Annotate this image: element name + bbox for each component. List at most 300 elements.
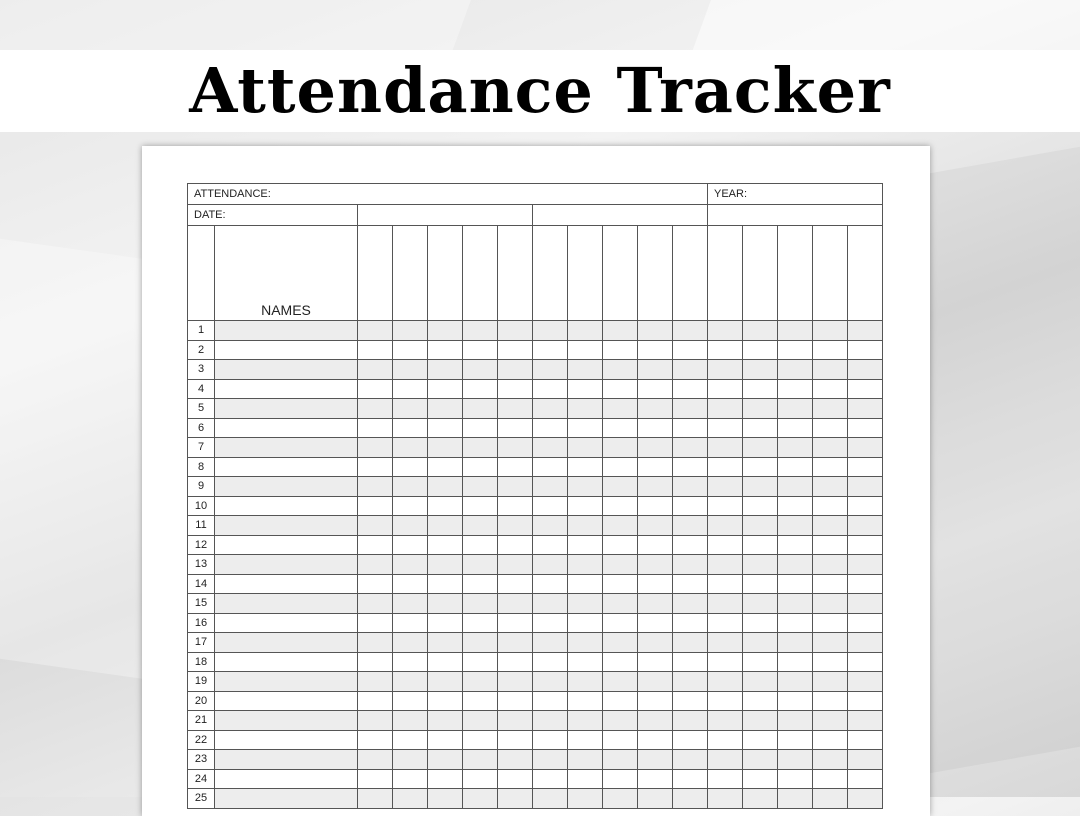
attendance-cell[interactable] — [778, 672, 813, 692]
attendance-cell[interactable] — [813, 574, 848, 594]
attendance-cell[interactable] — [533, 613, 568, 633]
attendance-cell[interactable] — [393, 652, 428, 672]
attendance-cell[interactable] — [813, 535, 848, 555]
attendance-cell[interactable] — [638, 379, 673, 399]
attendance-cell[interactable] — [463, 321, 498, 341]
name-cell[interactable] — [215, 477, 358, 497]
attendance-cell[interactable] — [428, 360, 463, 380]
attendance-cell[interactable] — [463, 418, 498, 438]
attendance-cell[interactable] — [498, 789, 533, 809]
attendance-cell[interactable] — [393, 340, 428, 360]
attendance-cell[interactable] — [568, 730, 603, 750]
name-cell[interactable] — [215, 360, 358, 380]
attendance-cell[interactable] — [848, 477, 883, 497]
attendance-cell[interactable] — [533, 340, 568, 360]
attendance-cell[interactable] — [778, 789, 813, 809]
attendance-cell[interactable] — [568, 321, 603, 341]
attendance-cell[interactable] — [708, 399, 743, 419]
attendance-cell[interactable] — [463, 496, 498, 516]
attendance-cell[interactable] — [498, 691, 533, 711]
day-header-cell[interactable] — [813, 226, 848, 321]
attendance-cell[interactable] — [673, 691, 708, 711]
attendance-cell[interactable] — [778, 379, 813, 399]
attendance-cell[interactable] — [813, 496, 848, 516]
attendance-cell[interactable] — [428, 613, 463, 633]
attendance-cell[interactable] — [533, 769, 568, 789]
attendance-cell[interactable] — [813, 438, 848, 458]
attendance-cell[interactable] — [603, 594, 638, 614]
attendance-cell[interactable] — [813, 555, 848, 575]
attendance-cell[interactable] — [358, 574, 393, 594]
attendance-cell[interactable] — [603, 691, 638, 711]
name-cell[interactable] — [215, 691, 358, 711]
attendance-cell[interactable] — [393, 535, 428, 555]
attendance-cell[interactable] — [498, 730, 533, 750]
attendance-cell[interactable] — [603, 379, 638, 399]
name-cell[interactable] — [215, 672, 358, 692]
attendance-cell[interactable] — [638, 340, 673, 360]
attendance-cell[interactable] — [393, 438, 428, 458]
attendance-cell[interactable] — [848, 594, 883, 614]
attendance-cell[interactable] — [638, 555, 673, 575]
attendance-cell[interactable] — [673, 672, 708, 692]
attendance-cell[interactable] — [393, 496, 428, 516]
day-header-cell[interactable] — [533, 226, 568, 321]
attendance-cell[interactable] — [568, 516, 603, 536]
attendance-cell[interactable] — [673, 633, 708, 653]
attendance-cell[interactable] — [743, 321, 778, 341]
day-header-cell[interactable] — [498, 226, 533, 321]
attendance-cell[interactable] — [603, 633, 638, 653]
attendance-cell[interactable] — [358, 769, 393, 789]
attendance-cell[interactable] — [568, 360, 603, 380]
attendance-cell[interactable] — [708, 613, 743, 633]
attendance-cell[interactable] — [393, 633, 428, 653]
attendance-cell[interactable] — [778, 613, 813, 633]
attendance-cell[interactable] — [638, 418, 673, 438]
attendance-cell[interactable] — [603, 769, 638, 789]
attendance-cell[interactable] — [708, 652, 743, 672]
attendance-cell[interactable] — [603, 555, 638, 575]
attendance-cell[interactable] — [498, 652, 533, 672]
attendance-cell[interactable] — [533, 535, 568, 555]
day-header-cell[interactable] — [358, 226, 393, 321]
attendance-cell[interactable] — [463, 438, 498, 458]
attendance-cell[interactable] — [743, 418, 778, 438]
attendance-cell[interactable] — [498, 574, 533, 594]
attendance-cell[interactable] — [813, 457, 848, 477]
name-cell[interactable] — [215, 769, 358, 789]
attendance-cell[interactable] — [428, 340, 463, 360]
attendance-cell[interactable] — [813, 789, 848, 809]
attendance-cell[interactable] — [393, 477, 428, 497]
attendance-cell[interactable] — [848, 574, 883, 594]
attendance-cell[interactable] — [358, 399, 393, 419]
attendance-cell[interactable] — [498, 457, 533, 477]
attendance-cell[interactable] — [743, 613, 778, 633]
attendance-cell[interactable] — [743, 691, 778, 711]
attendance-cell[interactable] — [638, 360, 673, 380]
attendance-cell[interactable] — [358, 730, 393, 750]
attendance-cell[interactable] — [358, 379, 393, 399]
attendance-cell[interactable] — [603, 340, 638, 360]
attendance-cell[interactable] — [568, 418, 603, 438]
attendance-cell[interactable] — [603, 496, 638, 516]
attendance-cell[interactable] — [603, 418, 638, 438]
attendance-cell[interactable] — [603, 652, 638, 672]
attendance-cell[interactable] — [498, 711, 533, 731]
name-cell[interactable] — [215, 730, 358, 750]
attendance-cell[interactable] — [498, 769, 533, 789]
attendance-cell[interactable] — [568, 340, 603, 360]
attendance-cell[interactable] — [638, 516, 673, 536]
attendance-cell[interactable] — [848, 516, 883, 536]
attendance-cell[interactable] — [848, 321, 883, 341]
attendance-cell[interactable] — [498, 516, 533, 536]
attendance-cell[interactable] — [813, 340, 848, 360]
attendance-cell[interactable] — [568, 555, 603, 575]
attendance-cell[interactable] — [428, 399, 463, 419]
attendance-cell[interactable] — [743, 535, 778, 555]
attendance-cell[interactable] — [358, 613, 393, 633]
attendance-cell[interactable] — [533, 477, 568, 497]
attendance-cell[interactable] — [358, 711, 393, 731]
attendance-cell[interactable] — [463, 555, 498, 575]
attendance-cell[interactable] — [463, 652, 498, 672]
attendance-cell[interactable] — [638, 633, 673, 653]
name-cell[interactable] — [215, 613, 358, 633]
attendance-cell[interactable] — [358, 477, 393, 497]
attendance-cell[interactable] — [813, 613, 848, 633]
attendance-cell[interactable] — [498, 496, 533, 516]
attendance-cell[interactable] — [708, 535, 743, 555]
attendance-cell[interactable] — [428, 379, 463, 399]
attendance-cell[interactable] — [673, 321, 708, 341]
attendance-cell[interactable] — [603, 672, 638, 692]
attendance-cell[interactable] — [533, 789, 568, 809]
attendance-cell[interactable] — [813, 769, 848, 789]
attendance-cell[interactable] — [743, 379, 778, 399]
name-cell[interactable] — [215, 711, 358, 731]
attendance-cell[interactable] — [778, 477, 813, 497]
attendance-cell[interactable] — [393, 574, 428, 594]
attendance-cell[interactable] — [393, 379, 428, 399]
attendance-cell[interactable] — [743, 574, 778, 594]
attendance-cell[interactable] — [568, 613, 603, 633]
attendance-cell[interactable] — [358, 750, 393, 770]
attendance-cell[interactable] — [638, 691, 673, 711]
attendance-cell[interactable] — [358, 633, 393, 653]
attendance-cell[interactable] — [813, 477, 848, 497]
attendance-cell[interactable] — [778, 516, 813, 536]
attendance-cell[interactable] — [708, 555, 743, 575]
attendance-cell[interactable] — [778, 399, 813, 419]
attendance-cell[interactable] — [428, 594, 463, 614]
attendance-cell[interactable] — [603, 477, 638, 497]
attendance-cell[interactable] — [358, 340, 393, 360]
attendance-cell[interactable] — [463, 594, 498, 614]
attendance-cell[interactable] — [708, 691, 743, 711]
attendance-cell[interactable] — [498, 477, 533, 497]
attendance-cell[interactable] — [428, 652, 463, 672]
attendance-cell[interactable] — [358, 691, 393, 711]
attendance-cell[interactable] — [708, 457, 743, 477]
attendance-cell[interactable] — [358, 594, 393, 614]
attendance-cell[interactable] — [428, 691, 463, 711]
attendance-cell[interactable] — [743, 457, 778, 477]
attendance-cell[interactable] — [533, 516, 568, 536]
attendance-cell[interactable] — [428, 574, 463, 594]
attendance-cell[interactable] — [848, 750, 883, 770]
attendance-cell[interactable] — [568, 477, 603, 497]
attendance-cell[interactable] — [673, 711, 708, 731]
attendance-cell[interactable] — [568, 574, 603, 594]
attendance-cell[interactable] — [673, 379, 708, 399]
attendance-cell[interactable] — [708, 477, 743, 497]
attendance-cell[interactable] — [778, 691, 813, 711]
attendance-cell[interactable] — [673, 535, 708, 555]
attendance-cell[interactable] — [533, 438, 568, 458]
attendance-cell[interactable] — [778, 555, 813, 575]
attendance-cell[interactable] — [638, 672, 673, 692]
attendance-cell[interactable] — [428, 789, 463, 809]
attendance-cell[interactable] — [498, 321, 533, 341]
attendance-cell[interactable] — [813, 711, 848, 731]
attendance-cell[interactable] — [568, 438, 603, 458]
name-cell[interactable] — [215, 496, 358, 516]
attendance-cell[interactable] — [568, 672, 603, 692]
date-field[interactable] — [358, 205, 533, 226]
attendance-cell[interactable] — [428, 769, 463, 789]
name-cell[interactable] — [215, 652, 358, 672]
attendance-cell[interactable] — [813, 321, 848, 341]
attendance-cell[interactable] — [638, 496, 673, 516]
attendance-cell[interactable] — [463, 360, 498, 380]
date-field[interactable] — [708, 205, 883, 226]
attendance-cell[interactable] — [848, 438, 883, 458]
name-cell[interactable] — [215, 535, 358, 555]
attendance-cell[interactable] — [673, 477, 708, 497]
attendance-cell[interactable] — [463, 574, 498, 594]
attendance-cell[interactable] — [848, 379, 883, 399]
attendance-cell[interactable] — [848, 691, 883, 711]
name-cell[interactable] — [215, 594, 358, 614]
attendance-cell[interactable] — [708, 438, 743, 458]
attendance-cell[interactable] — [743, 730, 778, 750]
attendance-cell[interactable] — [778, 496, 813, 516]
attendance-cell[interactable] — [463, 516, 498, 536]
name-cell[interactable] — [215, 340, 358, 360]
attendance-cell[interactable] — [358, 360, 393, 380]
attendance-cell[interactable] — [638, 574, 673, 594]
attendance-cell[interactable] — [638, 789, 673, 809]
day-header-cell[interactable] — [568, 226, 603, 321]
attendance-cell[interactable] — [708, 730, 743, 750]
attendance-cell[interactable] — [568, 457, 603, 477]
date-field[interactable] — [533, 205, 708, 226]
attendance-cell[interactable] — [778, 418, 813, 438]
name-cell[interactable] — [215, 399, 358, 419]
attendance-cell[interactable] — [778, 360, 813, 380]
attendance-cell[interactable] — [813, 379, 848, 399]
attendance-cell[interactable] — [638, 399, 673, 419]
attendance-cell[interactable] — [498, 399, 533, 419]
attendance-cell[interactable] — [638, 730, 673, 750]
attendance-cell[interactable] — [428, 555, 463, 575]
attendance-cell[interactable] — [358, 652, 393, 672]
name-cell[interactable] — [215, 789, 358, 809]
attendance-cell[interactable] — [848, 652, 883, 672]
day-header-cell[interactable] — [848, 226, 883, 321]
attendance-cell[interactable] — [428, 633, 463, 653]
attendance-cell[interactable] — [813, 594, 848, 614]
attendance-cell[interactable] — [463, 789, 498, 809]
name-cell[interactable] — [215, 321, 358, 341]
name-cell[interactable] — [215, 379, 358, 399]
attendance-cell[interactable] — [743, 399, 778, 419]
attendance-cell[interactable] — [673, 750, 708, 770]
attendance-cell[interactable] — [848, 360, 883, 380]
attendance-cell[interactable] — [498, 438, 533, 458]
attendance-cell[interactable] — [708, 769, 743, 789]
attendance-cell[interactable] — [743, 496, 778, 516]
day-header-cell[interactable] — [743, 226, 778, 321]
attendance-cell[interactable] — [638, 438, 673, 458]
attendance-cell[interactable] — [743, 633, 778, 653]
attendance-cell[interactable] — [358, 555, 393, 575]
name-cell[interactable] — [215, 438, 358, 458]
attendance-cell[interactable] — [603, 711, 638, 731]
attendance-cell[interactable] — [673, 457, 708, 477]
attendance-cell[interactable] — [743, 750, 778, 770]
attendance-cell[interactable] — [428, 477, 463, 497]
attendance-cell[interactable] — [358, 457, 393, 477]
attendance-cell[interactable] — [778, 750, 813, 770]
attendance-cell[interactable] — [673, 399, 708, 419]
attendance-cell[interactable] — [603, 574, 638, 594]
attendance-cell[interactable] — [813, 672, 848, 692]
attendance-cell[interactable] — [673, 652, 708, 672]
attendance-cell[interactable] — [743, 594, 778, 614]
name-cell[interactable] — [215, 418, 358, 438]
attendance-cell[interactable] — [778, 340, 813, 360]
attendance-cell[interactable] — [848, 769, 883, 789]
attendance-cell[interactable] — [603, 730, 638, 750]
attendance-cell[interactable] — [743, 340, 778, 360]
attendance-cell[interactable] — [673, 730, 708, 750]
attendance-cell[interactable] — [533, 574, 568, 594]
attendance-cell[interactable] — [393, 418, 428, 438]
day-header-cell[interactable] — [463, 226, 498, 321]
attendance-cell[interactable] — [533, 633, 568, 653]
attendance-cell[interactable] — [393, 321, 428, 341]
attendance-cell[interactable] — [358, 321, 393, 341]
attendance-cell[interactable] — [813, 418, 848, 438]
attendance-cell[interactable] — [708, 418, 743, 438]
attendance-cell[interactable] — [463, 691, 498, 711]
attendance-cell[interactable] — [708, 672, 743, 692]
attendance-cell[interactable] — [393, 750, 428, 770]
attendance-cell[interactable] — [743, 360, 778, 380]
attendance-cell[interactable] — [743, 652, 778, 672]
name-cell[interactable] — [215, 633, 358, 653]
name-cell[interactable] — [215, 516, 358, 536]
attendance-cell[interactable] — [813, 633, 848, 653]
day-header-cell[interactable] — [638, 226, 673, 321]
attendance-cell[interactable] — [358, 672, 393, 692]
attendance-cell[interactable] — [638, 594, 673, 614]
attendance-cell[interactable] — [673, 594, 708, 614]
attendance-cell[interactable] — [708, 360, 743, 380]
attendance-cell[interactable] — [743, 477, 778, 497]
attendance-cell[interactable] — [463, 633, 498, 653]
attendance-cell[interactable] — [673, 360, 708, 380]
attendance-cell[interactable] — [463, 457, 498, 477]
attendance-cell[interactable] — [743, 769, 778, 789]
attendance-cell[interactable] — [533, 750, 568, 770]
attendance-cell[interactable] — [358, 418, 393, 438]
attendance-cell[interactable] — [673, 789, 708, 809]
attendance-cell[interactable] — [533, 652, 568, 672]
attendance-cell[interactable] — [603, 457, 638, 477]
attendance-cell[interactable] — [778, 633, 813, 653]
attendance-cell[interactable] — [848, 555, 883, 575]
attendance-cell[interactable] — [708, 496, 743, 516]
attendance-cell[interactable] — [638, 457, 673, 477]
attendance-cell[interactable] — [568, 535, 603, 555]
attendance-cell[interactable] — [428, 496, 463, 516]
attendance-cell[interactable] — [463, 711, 498, 731]
attendance-cell[interactable] — [428, 516, 463, 536]
attendance-cell[interactable] — [708, 379, 743, 399]
attendance-cell[interactable] — [428, 418, 463, 438]
attendance-cell[interactable] — [848, 535, 883, 555]
attendance-cell[interactable] — [498, 672, 533, 692]
attendance-cell[interactable] — [603, 750, 638, 770]
attendance-cell[interactable] — [568, 633, 603, 653]
attendance-cell[interactable] — [813, 399, 848, 419]
attendance-cell[interactable] — [393, 594, 428, 614]
attendance-cell[interactable] — [673, 340, 708, 360]
attendance-cell[interactable] — [568, 711, 603, 731]
attendance-cell[interactable] — [778, 535, 813, 555]
attendance-cell[interactable] — [428, 750, 463, 770]
name-cell[interactable] — [215, 750, 358, 770]
attendance-cell[interactable] — [393, 711, 428, 731]
attendance-cell[interactable] — [498, 613, 533, 633]
attendance-cell[interactable] — [603, 789, 638, 809]
attendance-cell[interactable] — [393, 672, 428, 692]
attendance-cell[interactable] — [778, 652, 813, 672]
attendance-cell[interactable] — [813, 652, 848, 672]
attendance-cell[interactable] — [603, 535, 638, 555]
attendance-cell[interactable] — [813, 360, 848, 380]
attendance-cell[interactable] — [603, 516, 638, 536]
attendance-cell[interactable] — [603, 438, 638, 458]
attendance-cell[interactable] — [848, 711, 883, 731]
attendance-cell[interactable] — [673, 613, 708, 633]
attendance-cell[interactable] — [533, 418, 568, 438]
attendance-cell[interactable] — [463, 750, 498, 770]
attendance-cell[interactable] — [638, 652, 673, 672]
attendance-cell[interactable] — [638, 321, 673, 341]
attendance-cell[interactable] — [638, 477, 673, 497]
attendance-cell[interactable] — [428, 535, 463, 555]
attendance-cell[interactable] — [638, 750, 673, 770]
attendance-cell[interactable] — [638, 769, 673, 789]
attendance-cell[interactable] — [393, 789, 428, 809]
attendance-cell[interactable] — [778, 594, 813, 614]
